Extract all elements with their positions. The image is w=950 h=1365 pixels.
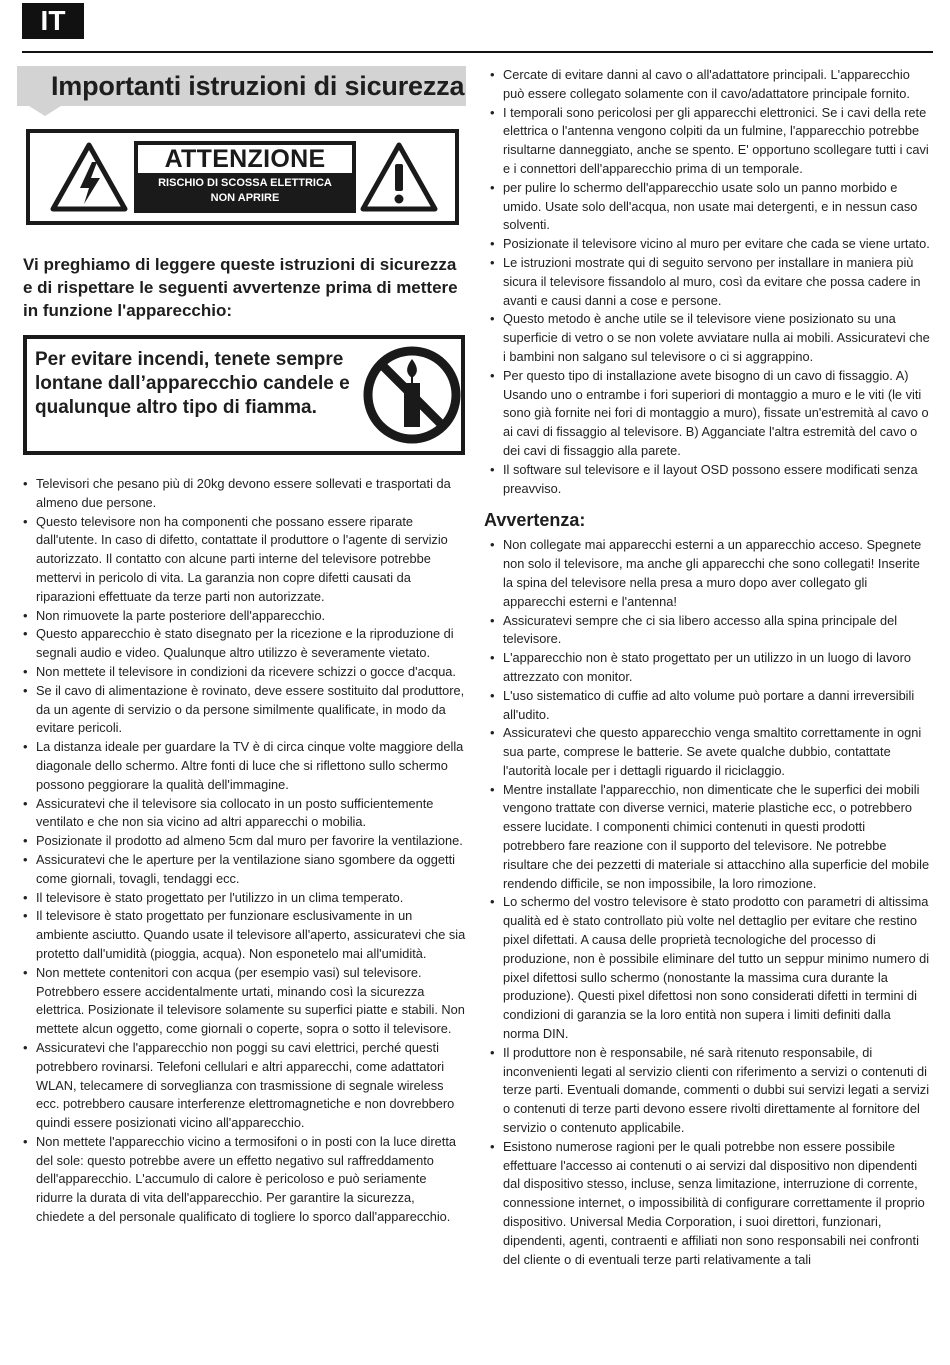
language-badge: IT bbox=[22, 3, 84, 39]
intro-heading: Vi preghiamo di leggere queste istruzioni di sicurezza e di rispettare le seguenti avvertenze prima di mettere in funzione l'apparecchio: bbox=[23, 255, 458, 320]
list-item: • Cercate di evitare danni al cavo o all'adattatore principali. L'apparecchio può essere collegato solamente con il cavo/adattatore principale fornito. bbox=[484, 66, 930, 104]
list-item: • Non collegate mai apparecchi esterni a un apparecchio acceso. Spegnete non solo il televisore, ma anche gli apparecchi che sono collegati! Inserite la spina del televisore nella presa a muro dopo aver collegato gli apparecchi esterni e l'antenna! bbox=[484, 536, 930, 611]
list-item: • L'uso sistematico di cuffie ad alto volume può portare a danni irreversibili all'udito. bbox=[484, 687, 930, 725]
list-item: • L'apparecchio non è stato progettato per un utilizzo in un luogo di lavoro attrezzato con monitor. bbox=[484, 649, 930, 687]
list-item: • Posizionate il televisore vicino al muro per evitare che cada se viene urtato. bbox=[484, 235, 930, 254]
attention-line-1: RISCHIO DI SCOSSA ELETTRICA bbox=[158, 177, 332, 189]
exclamation-warning-icon bbox=[360, 142, 438, 212]
lightning-warning-icon bbox=[50, 142, 128, 212]
list-item: • Il televisore è stato progettato per l'utilizzo in un clima temperato. bbox=[17, 889, 466, 908]
fire-warning-text: Per evitare incendi, tenete sempre lontane dall’apparecchio candele e qualunque altro tipo di fiamma. bbox=[35, 349, 350, 418]
list-item: • per pulire lo schermo dell'apparecchio usate solo un panno morbido e umido. Usate solo dell'acqua, non usate mai detergenti, e in nessun caso solventi. bbox=[484, 179, 930, 235]
header-rule bbox=[22, 51, 933, 53]
list-item: • Posizionate il prodotto ad almeno 5cm dal muro per favorire la ventilazione. bbox=[17, 832, 466, 851]
list-item: • Per questo tipo di installazione avete bisogno di un cavo di fissaggio. A) Usando uno o entrambe i fori superiori di montaggio a muro e le viti (le viti sono già fornite nei fori di montaggio a muro), fissate un'estremità al cavo o ai cavi di fissaggio al televisore. B) Agganciate l'altra estremità del cavo o dei cavi di fissaggio alla parete. bbox=[484, 367, 930, 461]
title-banner bbox=[17, 66, 466, 106]
no-open-flame-icon bbox=[362, 345, 462, 445]
right-safety-list bbox=[484, 66, 930, 498]
list-item: • Lo schermo del vostro televisore è stato prodotto con parametri di altissima qualità ed è stato controllato più volte nel dettaglio per evitare che restino pixel difettati. A causa delle proprietà tecnologiche del processo di produzione, non è possibile eliminare del tutto un seppur minimo numero di pixel difettosi sullo schermo (nonostante la massima cura durante la produzione). Questi pixel difettosi non sono considerati difetti in termini di condizioni di garanzia se la loro entità non supera i limiti definiti dalla norma DIN. bbox=[484, 893, 930, 1043]
list-item: • Non mettete contenitori con acqua (per esempio vasi) sul televisore. Potrebbero essere accidentalmente urtati, minando così la sicurezza elettrica. Posizionate il televisore solamente su superfici piatte e stabili. Non mettete alcun oggetto, come giornali o coperte, sopra o sotto il televisore. bbox=[17, 964, 466, 1039]
list-item: • Assicuratevi sempre che ci sia libero accesso alla spina principale del televisore. bbox=[484, 612, 930, 650]
list-item: • Il produttore non è responsabile, né sarà ritenuto responsabile, di inconvenienti legati al servizio clienti con riferimento a servizi o contenuti di terze parti. Eventuali domande, commenti o dubbi sui servizi legati a servizi o contenuti di terze parti devono essere rivolti direttamente al fornitore del servizio o contenuto applicabile. bbox=[484, 1044, 930, 1138]
list-item: • Assicuratevi che l'apparecchio non poggi su cavi elettrici, perché questi potrebbero rovinarsi. Telefoni cellulari e altri apparecchi, come adattatori WLAN, telecamere di sorveglianza con trasmissione di segnale wireless ecc. potrebbero causare interferenze elettromagnetiche e non dovrebbero quindi essere posizionati vicino all'apparecchio. bbox=[17, 1039, 466, 1133]
banner-notch bbox=[29, 106, 61, 116]
list-item: • Esistono numerose ragioni per le quali potrebbe non essere possibile effettuare l'accesso ai contenuti o ai servizi dal dispositivo non dipendenti dal dispositivo stesso, incluse, senza limitazione, interruzione di corrente, connessione internet, o impossibilità di configurare correttamente il proprio dispositivo. Universal Media Corporation, i suoi direttori, funzionari, dipendenti, agenti, contraenti e affiliati non sono responsabili nei confronti del cliente o di eventuali terze parti relativamente a tali bbox=[484, 1138, 930, 1270]
left-column bbox=[17, 66, 466, 1227]
list-item: • I temporali sono pericolosi per gli apparecchi elettronici. Se i cavi della rete elettrica o l'antenna vengono colpiti da un fulmine, l'apparecchio potrebbe risultarne danneggiato, anche se spento. E' opportuno scollegare tutti i cavi e i connettori dell'apparecchio prima di un temporale. bbox=[484, 104, 930, 179]
list-item: • Non rimuovete la parte posteriore dell'apparecchio. bbox=[17, 607, 466, 626]
warning-list bbox=[484, 536, 930, 1269]
list-item: • Non mettete il televisore in condizioni da ricevere schizzi o gocce d'acqua. bbox=[17, 663, 466, 682]
attention-panel bbox=[134, 141, 356, 213]
attention-title: ATTENZIONE bbox=[138, 145, 352, 173]
list-item: • Il televisore è stato progettato per funzionare esclusivamente in un ambiente asciutto. Quando usate il televisore all'aperto, assicuratevi che sia protetto dall'umidità (pioggia, acqua). Non esponetelo mai all'umidità. bbox=[17, 907, 466, 963]
list-item: • Assicuratevi che questo apparecchio venga smaltito correttamente in ogni sua parte, comprese le batterie. Se avete qualche dubbio, contattate l'autorità locale per i dettagli riguardo il riciclaggio. bbox=[484, 724, 930, 780]
list-item: • Questo apparecchio è stato disegnato per la ricezione e la riproduzione di segnali audio e video. Qualunque altro utilizzo è severamente vietato. bbox=[17, 625, 466, 663]
list-item: • Assicuratevi che le aperture per la ventilazione siano sgombere da oggetti come giornali, tovagli, tendaggi ecc. bbox=[17, 851, 466, 889]
list-item: • Televisori che pesano più di 20kg devono essere sollevati e trasportati da almeno due persone. bbox=[17, 475, 466, 513]
list-item: • Le istruzioni mostrate qui di seguito servono per installare in maniera più sicura il televisore fissandolo al muro, così da evitare che possa cadere in avanti e causi danni a cose e persone. bbox=[484, 254, 930, 310]
fire-warning-box bbox=[23, 335, 465, 455]
list-item: • Il software sul televisore e il layout OSD possono essere modificati senza preavviso. bbox=[484, 461, 930, 499]
electric-shock-warning-box bbox=[26, 129, 459, 225]
list-item: • La distanza ideale per guardare la TV è di circa cinque volte maggiore della diagonale dello schermo. Altre fonti di luce che si riflettono sullo schermo possono peggiorare la qualità dell'immagine. bbox=[17, 738, 466, 794]
list-item: • Non mettete l'apparecchio vicino a termosifoni o in posti con la luce diretta del sole: questo potrebbe avere un effetto negativo sul raffreddamento dell'apparecchio. L'accumulo di calore è pericoloso e può seriamente ridurre la durata di vita dell'apparecchio. Per garantire la sicurezza, chiedete a del personale qualificato di togliere lo sporco dall'apparecchio. bbox=[17, 1133, 466, 1227]
attention-line-2: NON APRIRE bbox=[210, 192, 280, 204]
right-column bbox=[484, 66, 930, 1269]
list-item: • Se il cavo di alimentazione è rovinato, deve essere sostituito dal produttore, da un agente di servizio o da persone similmente qualificate, in modo da evitare pericoli. bbox=[17, 682, 466, 738]
list-item: • Questo televisore non ha componenti che possano essere riparate dall'utente. In caso di difetto, contattate il produttore o l'agente di servizio autorizzato. Il contatto con alcune parti interne del televisore potrebbe mettervi in pericolo di vita. La garanzia non copre difetti causati da riparazioni effettuate da terze parti non autorizzate. bbox=[17, 513, 466, 607]
warning-section-heading: Avvertenza: bbox=[484, 510, 586, 531]
list-item: • Assicuratevi che il televisore sia collocato in un posto sufficientemente ventilato e che non sia vicino ad altri apparecchi o mobilia. bbox=[17, 795, 466, 833]
list-item: • Mentre installate l'apparecchio, non dimenticate che le superfici dei mobili vengono trattate con diverse vernici, materie plastiche ecc, o potrebbero essere lucidate. I componenti chimici contenuti in questi prodotti potrebbero fare reazione con il supporto del televisore. Ne potrebbe risultare che dei pezzetti di materiale si attacchino alla superficie del mobile rendendo difficile, se non impossibile, la loro rimozione. bbox=[484, 781, 930, 894]
page-title: Importanti istruzioni di sicurezza bbox=[51, 70, 465, 101]
list-item: • Questo metodo è anche utile se il televisore viene posizionato su una superficie di vetro o se non volete avviatare nulla ai mobili. Assicuratevi che i bambini non salgano sul televisore o ci si aggrappino. bbox=[484, 310, 930, 366]
left-safety-list bbox=[17, 475, 466, 1227]
